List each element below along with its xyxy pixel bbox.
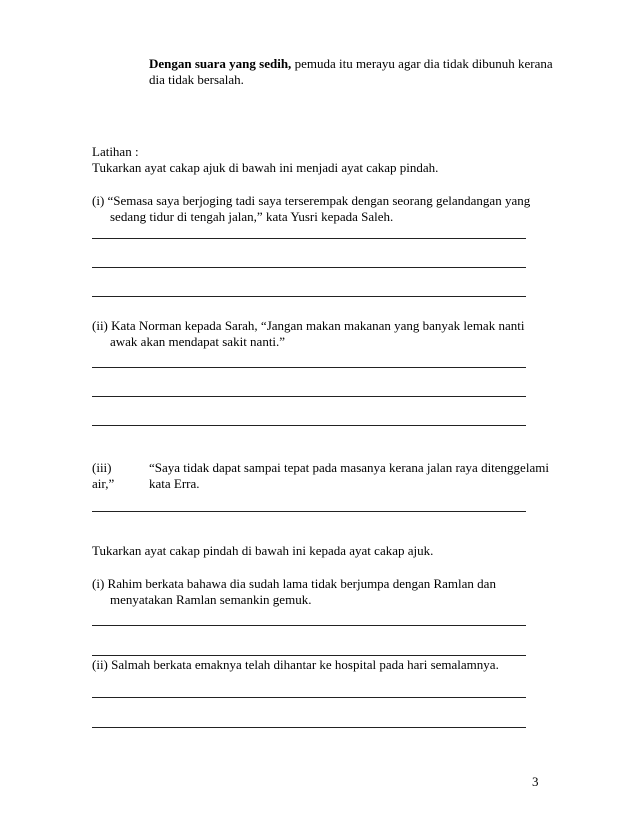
question-3-line1: “Saya tidak dapat sampai tepat pada masanya kerana jalan raya ditenggelami (149, 460, 549, 475)
answer-line[interactable] (92, 425, 526, 426)
intro-bold: Dengan suara yang sedih, (149, 56, 292, 71)
latihan-heading: Latihan : (92, 144, 139, 159)
answer-line[interactable] (92, 511, 526, 512)
intro-rest: pemuda itu merayu agar dia tidak dibunuh kerana (291, 56, 553, 71)
question-1-line1: (i) “Semasa saya berjoging tadi saya terserempak dengan seorang gelandangan yang (92, 193, 531, 208)
answer-line[interactable] (92, 625, 526, 626)
question-3-line2: kata Erra. (149, 476, 200, 491)
instruction-2: Tukarkan ayat cakap pindah di bawah ini kepada ayat cakap ajuk. (92, 543, 434, 558)
question-3-number: (iii) (92, 460, 112, 475)
answer-line[interactable] (92, 396, 526, 397)
question-2-line2: awak akan mendapat sakit nanti.” (110, 334, 286, 349)
instruction-1: Tukarkan ayat cakap ajuk di bawah ini menjadi ayat cakap pindah. (92, 160, 439, 175)
answer-line[interactable] (92, 267, 526, 268)
answer-line[interactable] (92, 697, 526, 698)
answer-line[interactable] (92, 238, 526, 239)
question-4-line1: (i) Rahim berkata bahawa dia sudah lama tidak berjumpa dengan Ramlan dan (92, 576, 496, 591)
question-2-line1: (ii) Kata Norman kepada Sarah, “Jangan makan makanan yang banyak lemak nanti (92, 318, 525, 333)
answer-line[interactable] (92, 727, 526, 728)
question-4-line2: menyatakan Ramlan semankin gemuk. (110, 592, 312, 607)
intro-line2: dia tidak bersalah. (149, 72, 244, 87)
answer-line[interactable] (92, 296, 526, 297)
answer-line[interactable] (92, 655, 526, 656)
answer-line[interactable] (92, 367, 526, 368)
page-number: 3 (532, 774, 539, 789)
question-5-line1: (ii) Salmah berkata emaknya telah dihantar ke hospital pada hari semalamnya. (92, 657, 499, 672)
question-1-line2: sedang tidur di tengah jalan,” kata Yusri kepada Saleh. (110, 209, 394, 224)
question-3-continuation: air,” (92, 476, 115, 491)
